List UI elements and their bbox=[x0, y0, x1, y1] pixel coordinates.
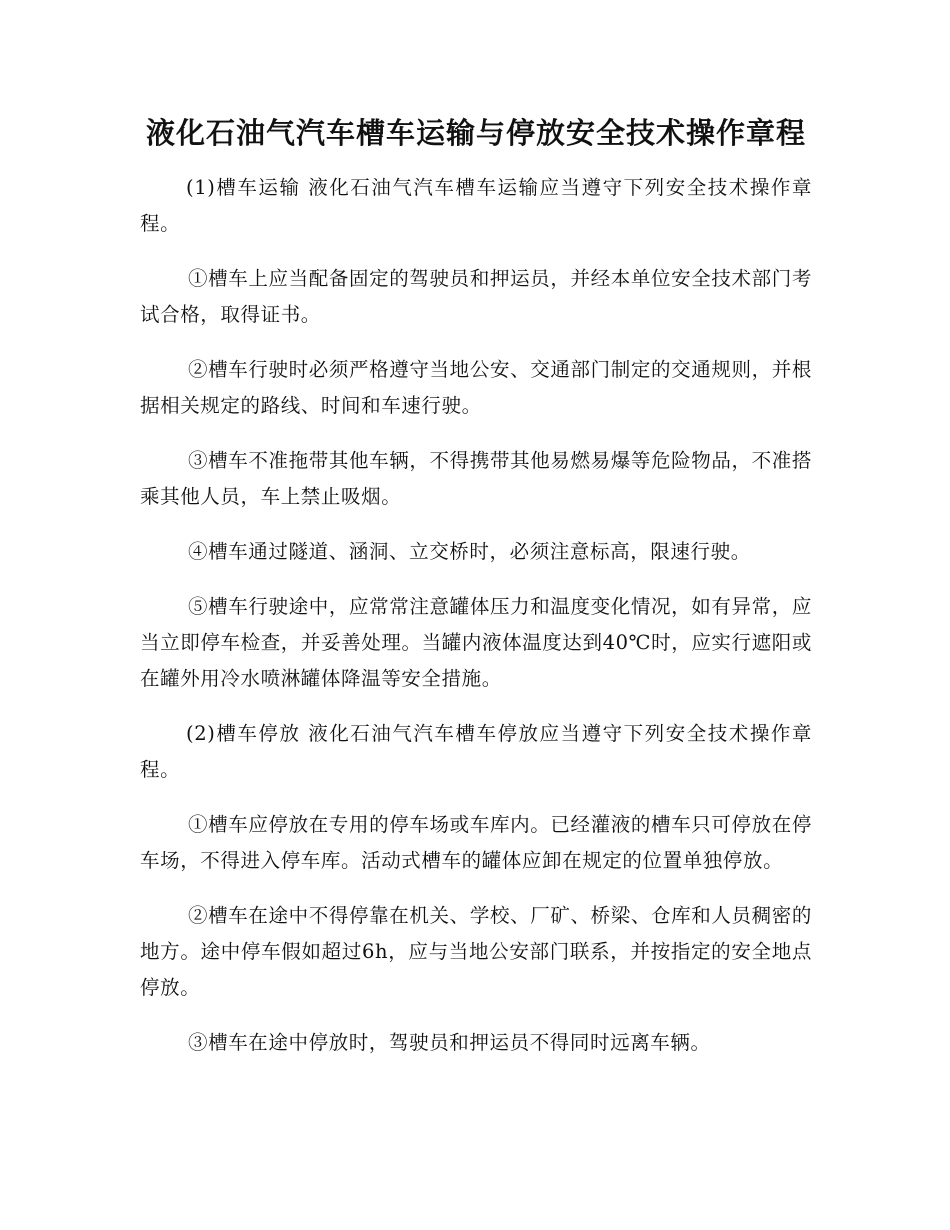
paragraph-item: ③槽车在途中停放时，驾驶员和押运员不得同时远离车辆。 bbox=[188, 1031, 711, 1054]
paragraph-item: ①槽车应停放在专用的停车场或车库内。已经灌液的槽车只可停放在停车场，不得进入停车库。活动式槽车的罐体应卸在规定的位置单独停放。 bbox=[140, 813, 812, 872]
paragraph-item: ③槽车不准拖带其他车辆，不得携带其他易燃易爆等危险物品，不准搭乘其他人员，车上禁止吸烟。 bbox=[140, 449, 812, 508]
section-heading-transport: (1)槽车运输 液化石油气汽车槽车运输应当遵守下列安全技术操作章程。 bbox=[140, 176, 812, 235]
paragraph-item: ④槽车通过隧道、涵洞、立交桥时，必须注意标高，限速行驶。 bbox=[188, 540, 751, 563]
paragraph-item: ②槽车行驶时必须严格遵守当地公安、交通部门制定的交通规则，并根据相关规定的路线、时间和车速行驶。 bbox=[140, 358, 812, 417]
paragraph-item: ②槽车在途中不得停靠在机关、学校、厂矿、桥梁、仓库和人员稠密的地方。途中停车假如超过6h，应与当地公安部门联系，并按指定的安全地点停放。 bbox=[140, 904, 812, 999]
document-page bbox=[140, 112, 812, 1080]
paragraph-item: ⑤槽车行驶途中，应常常注意罐体压力和温度变化情况，如有异常，应当立即停车检查，并妥善处理。当罐内液体温度达到40℃时，应实行遮阳或在罐外用冷水喷淋罐体降温等安全措施。 bbox=[140, 595, 812, 690]
section-heading-parking: (2)槽车停放 液化石油气汽车槽车停放应当遵守下列安全技术操作章程。 bbox=[140, 722, 812, 781]
paragraph-item: ①槽车上应当配备固定的驾驶员和押运员，并经本单位安全技术部门考试合格，取得证书。 bbox=[140, 267, 812, 326]
document-title: 液化石油气汽车槽车运输与停放安全技术操作章程 bbox=[145, 116, 806, 150]
